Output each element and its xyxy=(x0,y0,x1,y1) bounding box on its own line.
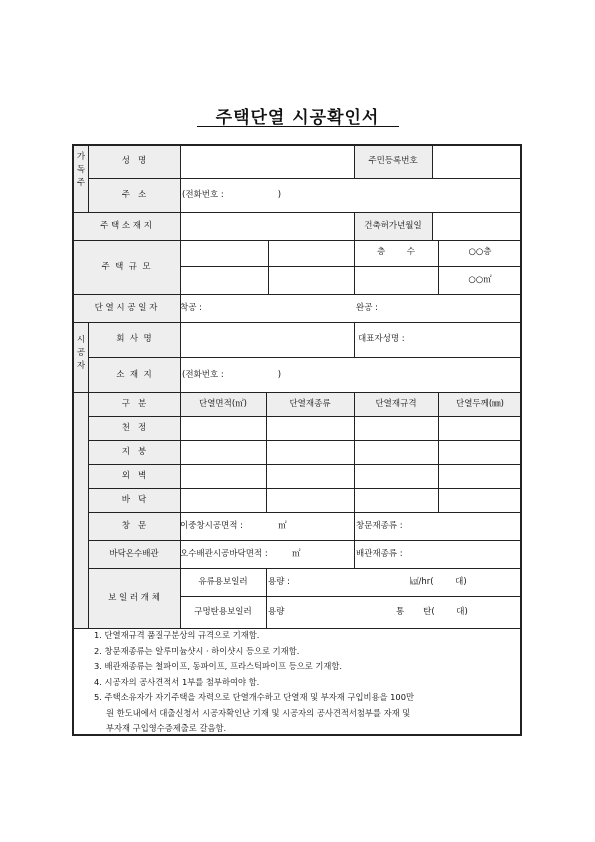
oil-boiler-unit: ㎉/hr( 대) xyxy=(410,577,467,587)
note-item: 2. 창문재종류는 알루미늄샷시 · 하이샷시 등으로 기재함. xyxy=(94,645,300,656)
house-scale-label: 주 택 규 모 xyxy=(101,262,151,272)
oil-boiler-capacity: 용량 : xyxy=(268,577,290,587)
construction-period-label: 단 열 시 공 일 자 xyxy=(94,303,158,313)
coal-boiler-unit: 통 탄( 대) xyxy=(396,607,468,617)
document-title: 주택단열 시공확인서 xyxy=(215,108,380,128)
note-item-continuation: 부자재 구입영수증제출로 갈음함. xyxy=(106,723,227,733)
row-floor-label: 바 닥 xyxy=(121,495,147,505)
owner-id-label: 주민등록번호 xyxy=(368,156,418,166)
row-ceiling-label: 천 정 xyxy=(121,423,147,433)
company-name-label: 회 사 명 xyxy=(116,334,152,344)
oil-boiler-label: 유류용보일러 xyxy=(198,577,248,587)
row-wall-label: 외 벽 xyxy=(121,471,147,481)
floors-label: 층 수 xyxy=(376,247,416,257)
window-type: 창문재종류 : xyxy=(356,521,403,531)
start-date: 착공 : xyxy=(180,303,202,313)
owner-group-label: 가 독 주 xyxy=(76,152,86,189)
pipe-type: 배관재종류 : xyxy=(356,549,403,559)
contractor-location-label: 소 재 지 xyxy=(116,370,152,380)
contractor-location-phone: (전화번호 : ) xyxy=(182,370,282,380)
owner-address-phone: (전화번호 : ) xyxy=(182,190,282,200)
insulation-header-type: 단열재종류 xyxy=(289,399,331,409)
note-item-continuation: 원 한도내에서 대출신청서 시공자확인난 기재 및 시공자의 공사견적서첨부를 자재 및 xyxy=(106,707,411,718)
window-label: 창 문 xyxy=(121,521,147,531)
floors-value: ○○층 xyxy=(468,247,492,257)
insulation-header-category: 구 분 xyxy=(121,399,147,409)
insulation-header-spec: 단열재규격 xyxy=(375,399,417,409)
owner-address-label: 주 소 xyxy=(121,190,147,200)
note-item: 5. 주택소유자가 자기주택을 자력으로 단열개수하고 단열재 및 부자재 구입비용을 100만 xyxy=(94,692,414,702)
boiler-replacement-label: 보 일 러 개 체 xyxy=(108,593,160,603)
title-underline xyxy=(197,126,399,127)
construction-confirmation-form xyxy=(72,144,522,736)
notes-section xyxy=(94,628,514,737)
floor-heating-label: 바닥온수배관 xyxy=(109,549,159,559)
representative-label: 대표자성명 : xyxy=(358,334,405,344)
owner-name-label: 성 명 xyxy=(121,156,147,166)
row-roof-label: 지 붕 xyxy=(121,447,147,457)
insulation-header-thickness: 단열두께(㎜) xyxy=(456,399,504,409)
coal-boiler-capacity: 용량 xyxy=(268,607,285,617)
note-item: 3. 배관재종류는 철파이프, 동파이프, 프라스틱파이프 등으로 기재함. xyxy=(94,661,343,671)
area-value: ○○㎡ xyxy=(468,275,492,285)
note-item: 4. 시공자의 공사견적서 1부를 첨부하여야 함. xyxy=(94,676,260,687)
house-location-label: 주 택 소 재 지 xyxy=(100,221,152,231)
note-item: 1. 단열재규격 품질구분상의 규격으로 기재함. xyxy=(94,630,260,640)
floor-heating-area: 오수배관시공바닥면적 : ㎡ xyxy=(180,549,301,559)
contractor-group-label: 시 공 자 xyxy=(76,335,86,372)
insulation-header-area: 단열면적(㎡) xyxy=(199,399,247,409)
coal-boiler-label: 구멍탄용보일러 xyxy=(194,607,252,617)
permit-date-label: 건축허가년월일 xyxy=(364,221,422,231)
window-area: 이중창시공면적 : ㎡ xyxy=(180,521,287,531)
end-date: 완공 : xyxy=(356,303,378,313)
